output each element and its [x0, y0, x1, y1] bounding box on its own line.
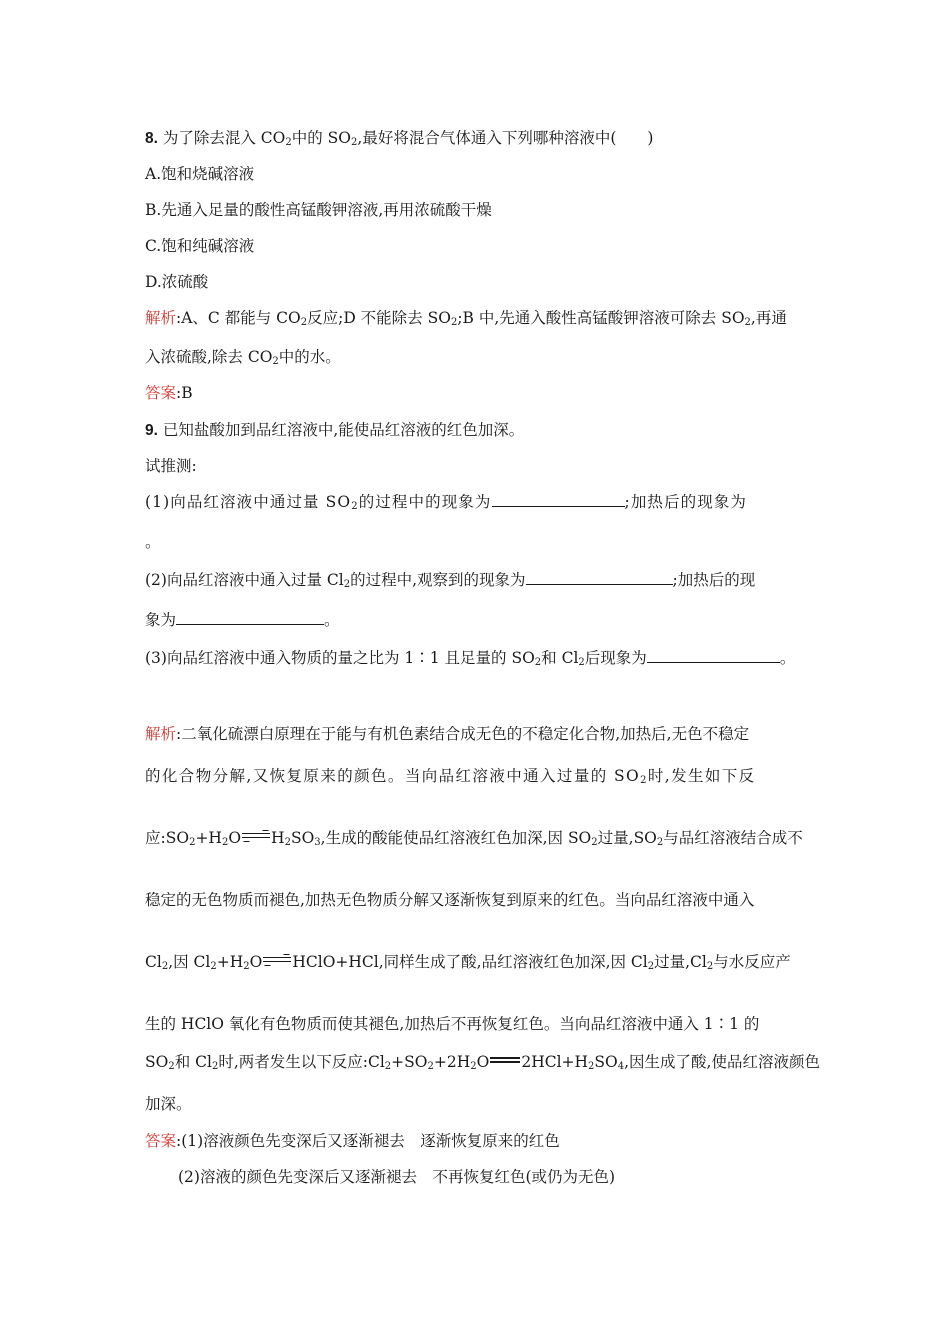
answer-blank[interactable]: [647, 648, 780, 663]
q9-answer-line-1: 答案:(1)溶液颜色先变深后又逐渐褪去 逐渐恢复原来的红色: [145, 1132, 560, 1150]
q8-stem: 8. 为了除去混入 $CO_2$中的 $SO_2$,最好将混合气体通入下列哪种溶液中( ): [145, 129, 654, 148]
q9-analysis-line-5: $Cl_2$,因 $Cl_2+H_2O$ HClO+HCl,同样生成了酸,品红溶液红色加深,因 $Cl_2$过量$,Cl_2$与水反应产: [145, 953, 791, 972]
q9-number: 9.: [145, 422, 158, 439]
q9-part-1: (1)向品红溶液中通过量 $SO_2$的过程中的现象为 ;加热后的现象为: [145, 493, 748, 512]
q9-analysis-line-2: 的化合物分解,又恢复原来的颜色。当向品红溶液中通入过量的 $SO_2$时,发生如下反: [145, 767, 756, 786]
q8-number: 8.: [145, 130, 158, 147]
q9-answer-label: 答案: [145, 1132, 177, 1150]
q9-analysis-line-8: 加深。: [145, 1095, 192, 1113]
q8-analysis-label: 解析: [145, 309, 177, 327]
equals-sign-icon: [490, 1055, 520, 1065]
answer-blank[interactable]: [492, 492, 625, 507]
q9-part-3: (3)向品红溶液中通入物质的量之比为 1∶1 且足量的 $SO_2$和 $Cl_2$后现象为 。: [145, 649, 796, 668]
q9-analysis-line-1: 解析:二氧化硫漂白原理在于能与有机色素结合成无色的不稳定化合物,加热后,无色不稳定: [145, 725, 750, 743]
answer-blank[interactable]: [526, 570, 673, 585]
reversible-arrow-icon: [242, 831, 270, 841]
q9-analysis-line-7: $SO_2$和 $Cl_2$时,两者发生以下反应$:Cl_2+SO_2+2H_2O$ $2HCl+H_2SO_4$,因生成了酸,使品红溶液颜色: [145, 1053, 820, 1072]
q8-analysis-line-2: 入浓硫酸,除去 $CO_2$中的水。: [145, 348, 341, 367]
q8-option-a: A.饱和烧碱溶液: [145, 165, 255, 183]
q9-analysis-label: 解析: [145, 725, 177, 743]
q9-analysis-line-6: 生的 HClO 氧化有色物质而使其褪色,加热后不再恢复红色。当向品红溶液中通入 1∶1 的: [145, 1015, 760, 1033]
q8-answer-label: 答案: [145, 384, 177, 402]
reversible-arrow-icon: [263, 955, 291, 965]
q9-part-1-end: 。: [145, 533, 161, 551]
q8-option-b: B.先通入足量的酸性高锰酸钾溶液,再用浓硫酸干燥: [145, 201, 492, 219]
q8-answer: 答案:B: [145, 384, 193, 402]
q9-analysis-line-3: 应$:SO_2+H_2O$ $H_2SO_3$,生成的酸能使品红溶液红色加深,因 $SO_2$过量$,SO_2$与品红溶液结合成不: [145, 829, 803, 848]
answer-blank[interactable]: [176, 610, 324, 625]
q9-stem: 9. 已知盐酸加到品红溶液中,能使品红溶液的红色加深。: [145, 421, 525, 439]
q8-option-d: D.浓硫酸: [145, 273, 209, 291]
q8-option-c: C.饱和纯碱溶液: [145, 237, 255, 255]
q9-analysis-line-4: 稳定的无色物质而褪色,加热无色物质分解又逐渐恢复到原来的红色。当向品红溶液中通入: [145, 891, 755, 909]
q9-prompt: 试推测:: [145, 457, 197, 475]
q8-analysis-line-1: 解析:A、C 都能与 $CO_2$反应;D 不能除去 $SO_2;B$ 中,先通入酸性高锰酸钾溶液可除去 $SO_2$,再通: [145, 309, 787, 328]
q9-answer-line-2: (2)溶液的颜色先变深后又逐渐褪去 不再恢复红色(或仍为无色): [178, 1168, 616, 1186]
q9-part-2-cont: 象为 。: [145, 611, 340, 629]
q9-part-2: (2)向品红溶液中通入过量 $Cl_2$的过程中,观察到的现象为 ;加热后的现: [145, 571, 756, 590]
